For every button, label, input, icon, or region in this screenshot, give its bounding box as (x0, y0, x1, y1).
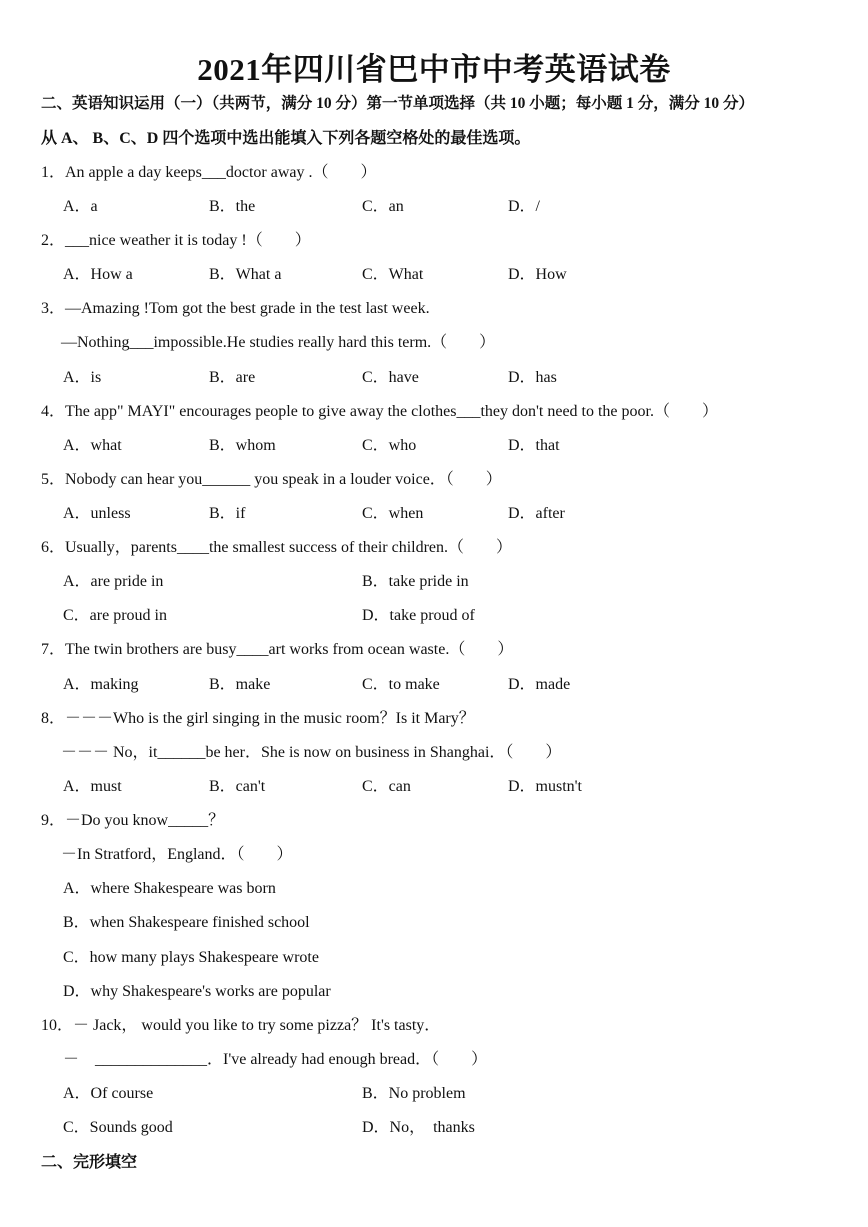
question-8-option-d: D．mustn't (508, 778, 583, 795)
question-5-option-a: A．unless (63, 505, 131, 522)
question-10-option-d: D．No， thanks (362, 1119, 475, 1136)
question-5-option-d: D．after (508, 505, 565, 522)
question-3-option-d: D．has (508, 369, 557, 386)
question-1-option-a: A．a (63, 198, 98, 215)
question-4-option-d: D．that (508, 437, 560, 454)
question-1-option-c: C．an (362, 198, 404, 215)
question-8-option-c: C．can (362, 778, 411, 795)
question-8-stem: 8．－－－Who is the girl singing in the music room？Is it Mary？ (41, 710, 475, 727)
question-4-option-c: C．who (362, 437, 417, 454)
question-1-stem: 1．An apple a day keeps___doctor away .（ ） (41, 164, 377, 181)
section-header-1: 二、英语知识运用（一）（共两节，满分 10 分）第一节单项选择（共 10 小题；每小题 1 分，满分 10 分） (41, 95, 755, 112)
question-2-option-c: C．What (362, 266, 424, 283)
question-4-option-a: A．what (63, 437, 122, 454)
question-7-stem: 7．The twin brothers are busy____art works from ocean waste.（ ） (41, 641, 514, 658)
question-3-stem-line-2: —Nothing___impossible.He studies really hard this term.（ ） (61, 334, 496, 351)
question-9-stem: 9．－Do you know_____？ (41, 812, 225, 829)
question-6-option-d: D．take proud of (362, 607, 475, 624)
question-10-option-c: C．Sounds good (63, 1119, 173, 1136)
question-7-option-a: A．making (63, 676, 139, 693)
question-7-option-b: B．make (209, 676, 271, 693)
question-5-option-b: B．if (209, 505, 246, 522)
question-8-option-a: A．must (63, 778, 122, 795)
question-4-option-b: B．whom (209, 437, 276, 454)
question-2-option-b: B．What a (209, 266, 282, 283)
question-2-option-d: D．How (508, 266, 567, 283)
question-1-option-b: B．the (209, 198, 256, 215)
question-5-stem: 5．Nobody can hear you______ you speak in a louder voice．（ ） (41, 471, 502, 488)
question-9-option-a: A．where Shakespeare was born (63, 880, 276, 897)
question-8-option-b: B．can't (209, 778, 266, 795)
question-7-option-c: C．to make (362, 676, 440, 693)
exam-title: 2021年四川省巴中市中考英语试卷 (197, 52, 671, 87)
question-10-option-a: A．Of course (63, 1085, 154, 1102)
question-10-option-b: B．No problem (362, 1085, 466, 1102)
section-header-2: 二、完形填空 (41, 1154, 138, 1171)
question-2-stem: 2．___nice weather it is today !（ ） (41, 232, 311, 249)
question-6-stem: 6．Usually，parents____the smallest success of their children.（ ） (41, 539, 513, 556)
question-9-option-b: B．when Shakespeare finished school (63, 914, 310, 931)
question-3-option-a: A．is (63, 369, 102, 386)
question-6-option-a: A．are pride in (63, 573, 164, 590)
question-6-option-b: B．take pride in (362, 573, 469, 590)
question-5-option-c: C．when (362, 505, 424, 522)
question-1-option-d: D．/ (508, 198, 541, 215)
question-3-option-c: C．have (362, 369, 419, 386)
question-2-option-a: A．How a (63, 266, 133, 283)
question-9-option-c: C．how many plays Shakespeare wrote (63, 949, 319, 966)
question-9-option-d: D．why Shakespeare's works are popular (63, 983, 331, 1000)
question-6-option-c: C．are proud in (63, 607, 167, 624)
question-8-stem-line-2: －－－ No，it______be her．She is now on business in Shanghai．（ ） (61, 744, 562, 761)
instruction-text: 从 A、 B、C、D 四个选项中选出能填入下列各题空格处的最佳选项。 (41, 130, 531, 147)
question-3-option-b: B．are (209, 369, 256, 386)
question-3-stem: 3．—Amazing !Tom got the best grade in the test last week. (41, 300, 430, 317)
question-10-stem: 10．－ Jack， would you like to try some pizza？ It's tasty． (41, 1017, 441, 1034)
question-9-stem-line-2: －In Stratford，England．（ ） (61, 846, 293, 863)
question-7-option-d: D．made (508, 676, 571, 693)
question-4-stem: 4．The app" MAYI" encourages people to give away the clothes___they don't need to the poor.（ ） (41, 403, 718, 420)
question-10-stem-line-2: － ______________．I've already had enough bread．（ ） (63, 1051, 488, 1068)
